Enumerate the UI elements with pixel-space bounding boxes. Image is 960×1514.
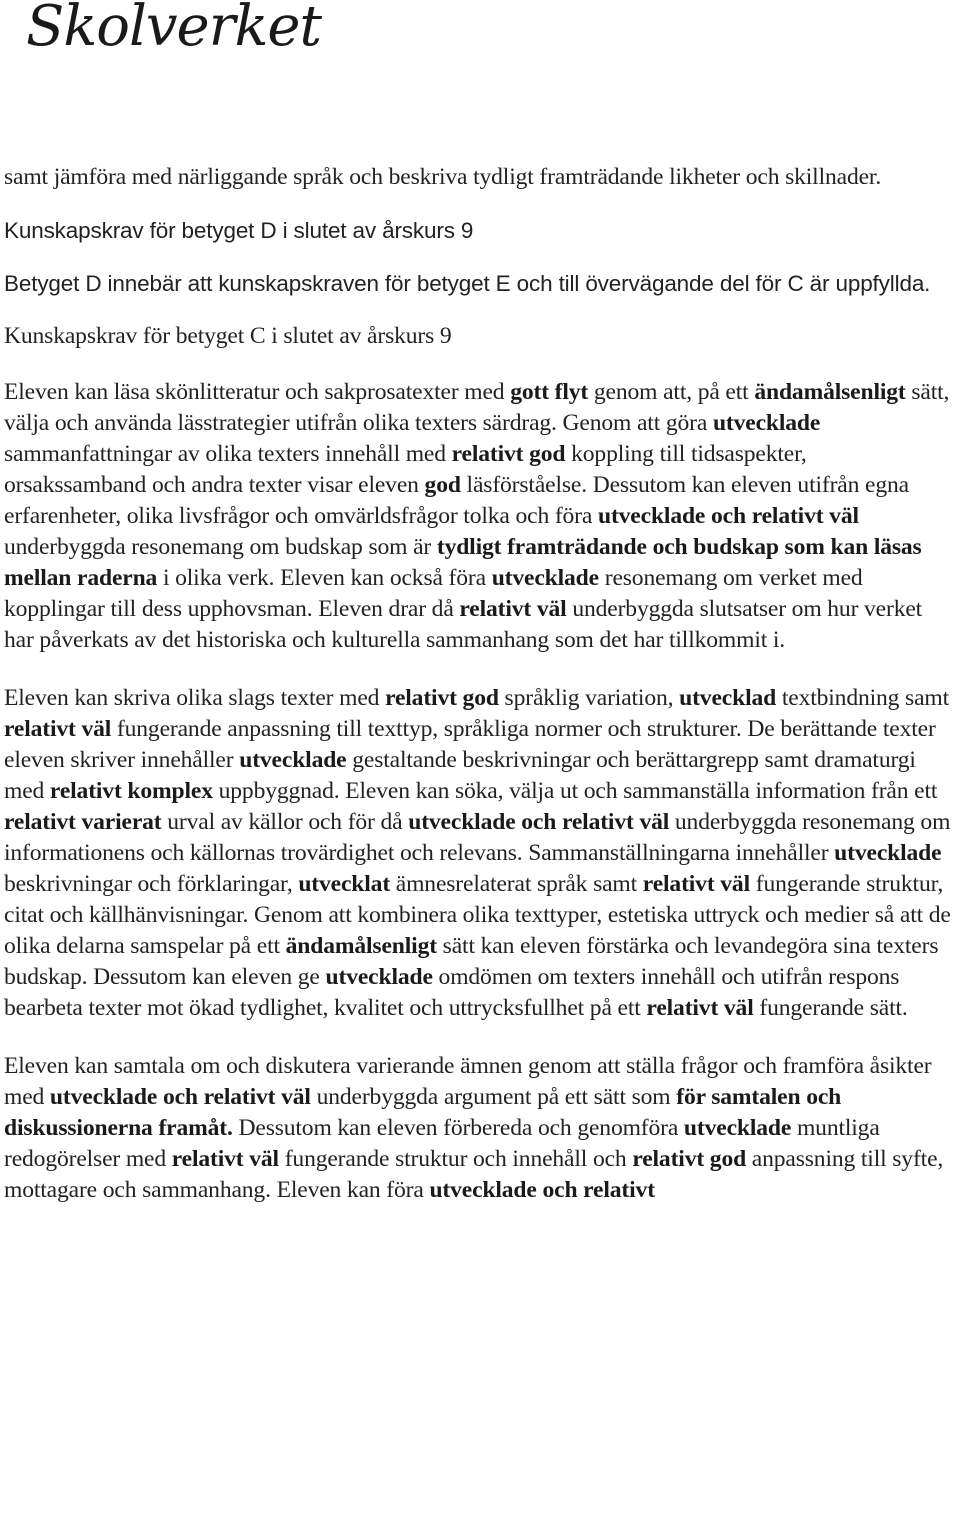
text-run: fungerande sätt. [753, 995, 908, 1021]
emphasis-term: relativt komplex [49, 778, 213, 804]
emphasis-term: utvecklade och relativt väl [597, 503, 859, 529]
text-run: Eleven kan samtala om och diskutera varierande ämnen genom att ställa frågor och framföra åsikter med [4, 1053, 932, 1110]
emphasis-term: utvecklad [679, 685, 777, 711]
emphasis-term: relativt god [451, 441, 566, 467]
text-run: urval av källor och för då [161, 809, 409, 835]
text-run: resonemang om verket med kopplingar till dess upphovsman. Eleven drar då [4, 565, 863, 622]
emphasis-term: relativt väl [646, 995, 754, 1021]
text-run: underbyggda resonemang om budskap som är [4, 534, 437, 560]
text-run: läsförståelse. Dessutom kan eleven utifrån egna erfarenheter, olika livsfrågor och omvärldsfrågor tolka och föra [4, 472, 909, 529]
text-run: Dessutom kan eleven förbereda och genomföra [232, 1115, 684, 1141]
text-run: anpassning till syfte, mottagare och sammanhang. Eleven kan föra [4, 1146, 944, 1203]
text-run: fungerande struktur, citat och källhänvisningar. Genom att kombinera olika texttyper, estetiska uttryck och medier så att de olika delarna samspelar på ett [4, 871, 951, 959]
text-run: genom att, på ett [588, 379, 755, 405]
grade-d-paragraph: Betyget D innebär att kunskapskraven för betyget E och till övervägande del för C är uppfyllda. [4, 271, 931, 296]
text-run: ämnesrelaterat språk samt [390, 871, 643, 897]
writing-paragraph [4, 683, 954, 1024]
text-run: uppbyggnad. Eleven kan söka, välja ut och sammanställa information från ett [212, 778, 938, 804]
skolverket-logo: Skolverket [26, 0, 322, 59]
emphasis-term: relativt varierat [4, 809, 162, 835]
emphasis-term: relativt väl [171, 1146, 279, 1172]
text-run: underbyggda argument på ett sätt som [310, 1084, 677, 1110]
emphasis-term: relativt väl [642, 871, 750, 897]
text-run: i olika verk. Eleven kan också föra [157, 565, 492, 591]
document-body [4, 162, 954, 1206]
text-run: textbindning samt [776, 685, 950, 711]
emphasis-term: relativt god [632, 1146, 747, 1172]
emphasis-term: utvecklade [491, 565, 599, 591]
text-run: omdömen om texters innehåll och utifrån respons bearbeta texter mot ökad tydlighet, kvalitet och uttrycksfullhet på ett [4, 964, 900, 1021]
text-run: sätt kan eleven förstärka och levandegöra sina texters budskap. Dessutom kan eleven ge [4, 933, 939, 990]
text-run: fungerande anpassning till texttyp, språkliga normer och strukturer. De berättande texter eleven skriver innehåller [4, 716, 936, 773]
speaking-paragraph [4, 1051, 954, 1206]
text-run: koppling till tidsaspekter, orsakssamband och andra texter visar eleven [4, 441, 807, 498]
text-run: underbyggda resonemang om informationens och källornas trovärdighet och relevans. Sammanställningarna innehåller [4, 809, 951, 866]
emphasis-term: ändamålsenligt [754, 379, 906, 405]
emphasis-term: utvecklade [239, 747, 347, 773]
emphasis-term: för samtalen och diskussionerna framåt. [4, 1084, 842, 1141]
emphasis-term: utvecklade och relativt väl [408, 809, 670, 835]
text-run: gestaltande beskrivningar och berättargrepp samt dramaturgi med [4, 747, 916, 804]
emphasis-term: utvecklade [834, 840, 942, 866]
text-run: fungerande struktur och innehåll och [278, 1146, 633, 1172]
heading-grade-d: Kunskapskrav för betyget D i slutet av årskurs 9 [4, 218, 474, 243]
text-run: Eleven kan skriva olika slags texter med [4, 685, 386, 711]
emphasis-term: relativt väl [459, 596, 567, 622]
emphasis-term: utvecklat [298, 871, 391, 897]
reading-paragraph [4, 377, 954, 656]
text-run: muntliga redogörelser med [4, 1115, 880, 1172]
emphasis-term: god [424, 472, 461, 498]
intro-paragraph: samt jämföra med närliggande språk och beskriva tydligt framträdande likheter och skillnader. [4, 164, 882, 190]
emphasis-term: utvecklade [683, 1115, 792, 1141]
emphasis-term: ändamålsenligt [285, 933, 437, 959]
text-run: Eleven kan läsa skönlitteratur och sakprosatexter med [4, 379, 511, 405]
emphasis-term: relativt god [385, 685, 499, 711]
emphasis-term: utvecklade [325, 964, 433, 990]
text-run: sätt, välja och använda lässtrategier utifrån olika texters särdrag. Genom att göra [4, 379, 950, 436]
emphasis-term: utvecklade och relativt [429, 1177, 655, 1203]
emphasis-term: gott flyt [510, 379, 589, 405]
text-run: underbyggda slutsatser om hur verket har påverkats av det historiska och kulturella sammanhang som det har tillkommit i. [4, 596, 923, 653]
emphasis-term: tydligt framträdande och budskap som kan läsas mellan raderna [4, 534, 922, 591]
emphasis-term: utvecklade [712, 410, 821, 436]
text-run: beskrivningar och förklaringar, [4, 871, 299, 897]
text-run: språklig variation, [498, 685, 680, 711]
heading-grade-c: Kunskapskrav för betyget C i slutet av årskurs 9 [4, 323, 452, 349]
text-run: sammanfattningar av olika texters innehåll med [4, 441, 452, 467]
emphasis-term: utvecklade och relativt väl [49, 1084, 311, 1110]
emphasis-term: relativt väl [4, 716, 112, 742]
